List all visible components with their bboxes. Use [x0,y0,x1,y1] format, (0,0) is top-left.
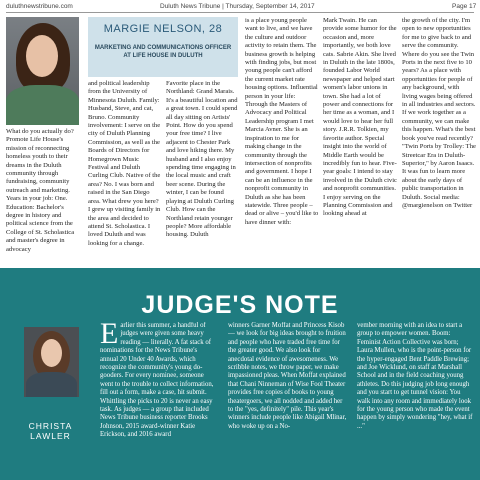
judges-note-text-1: arlier this summer, a handful of judges were given some heavy reading — literally. A fat stack of nominations for the News Tribune's annual 20 Under 40 Awards, which recognize the community's young do-gooders. For every nominee, someone went to the trouble to collect information, fill out a form, make a case, hit submit. Whittling the picks to 20 is never an easy task. As judges — a group that included News Tribune business reporter Brooks Johnson, 2015 award-winner Katie Erickson, and 2016 award [100,322,214,439]
profile-name-box [88,17,238,77]
profile-text-5: Mark Twain. He can provide some humor for the occasion and, more importantly, we both love cats. Sabrie Akin. She lived in Duluth in the late 1800s, founded Labor World newspaper and helped start women's labor unions in town. She had a lot of power and connections for her time as a woman, and I would love to hear her full story. J.R.R. Tolkien, my favorite author. Special insight into the world of Middle Earth would be incredibly fun to hear. Five-year goals: I intend to stay involved in the Duluth civic and nonprofit communities. I enjoy serving on the Planning Commission and looking ahead at [323,17,397,218]
site-url: duluthnewstribune.com [6,3,73,10]
profile-text-4: is a place young people want to live, and we have the culture and outdoor activity to retain them. The business growth is helping with finding jobs, but most young people can't afford the current market rate housing options. Influential person in your life: Through the Masters of Advocacy and Political Leadership program I met Marcia Avner. She is an inspiration to me for making change in the community through the intersection of nonprofits and government. I hope I can be an influence in the nonprofit community in Duluth as she has been statewide. Three people – dead or alive – you'd like to have dinner with: [245,17,319,226]
judges-note-text-3: vember morning with an idea to start a group to empower women. Boom: Feminist Action Collective was born; Laura Mullen, who is the point-person for the hyper-engaged Bent Paddle Brewing; and Joe Wicklund, on staff at Marshall School and in the field coaching young athletes. Do this judging job long enough and you start to get tunnel vision: You walk into any room and immediately look for the young person who made the event happen by simply wondering "hey, what if ..." [357,322,473,430]
profile-position: MARKETING AND COMMUNICATIONS OFFICER AT LIFE HOUSE IN DULUTH [94,45,232,59]
profile-column-1 [6,128,79,266]
profile-column-3 [166,80,239,266]
author-photo [24,327,79,397]
profile-column-2 [88,80,161,266]
profile-text-6: the growth of the city. I'm open to new opportunities for me to give back to and serve the community. Where do you see the Twin Ports in the next five to 10 years? As a place with opportunities for people of any background, with living wages being offered in all industries and sectors. If we work together as a community, we can make this happen. What's the best book you've read recently? "Twin Ports by Trolley: The Streetcar Era in Duluth-Superior," by Aaron Isaacs. It was fun to learn more about the early days of public transportation in Duluth. Social media: @margienelson on Twitter [402,17,476,209]
judges-note-column-3 [357,322,475,474]
masthead: Duluth News Tribune | Thursday, September 14, 2017 [160,3,315,10]
profile-column-6 [402,17,476,266]
judges-note-column-1 [100,322,216,474]
header-rule [6,12,474,13]
profile-text-2: and political leadership from the University of Minnesota Duluth. Family: Husband, Steve, and cat, Bruno. Community involvement: I serve on the city of Duluth Planning Commission, as well as the Boards of Directors for Homegrown Music Festival and Duluth Curling Club. Native of the area? No. I was born and raised in the San Diego area. What drew you here? I grew up visiting family in the area and decided to attend St. Scholastica. I loved Duluth and was looking for a change. [88,80,161,247]
profile-text-1: What do you actually do? Promote Life House's mission of reconnecting homeless youth to their dreams in the Duluth community through fundraising, community outreach and marketing. Years in your job: One. Education: Bachelor's degree in history and political science from the College of St. Scholastica and master's degree in advocacy [6,128,75,253]
profile-photo [6,17,79,125]
page-header [0,0,480,12]
profile-column-4 [245,17,319,266]
judges-note-column-2 [228,322,348,474]
profile-text-3: Favorite place in the Northland: Grand Marais. It's a beautiful location and a great town. I could spend all day sitting on Artists' Point. How do you spend your free time? I live adjacent to Chester Park and love hiking there. My husband and I also enjoy spending time engaging in the local music and craft beer scene. During the winter, I can be found playing at Duluth Curling Club. How can the Northland retain younger people? More affordable housing. Duluth [166,80,238,239]
profile-name: MARGIE NELSON, 28 [103,23,223,35]
author-name: CHRISTA LAWLER [28,421,73,441]
judges-note-title: JUDGE'S NOTE [141,291,339,319]
profile-column-5 [323,17,397,266]
page-number: Page 17 [452,3,477,10]
drop-cap: E [100,322,119,350]
judges-note-text-2: winners Garner Moffat and Princess Kisob — we look for big ideas brought to fruition and people who have traded free time for the greater good. We also look for anecdotal evidence of awesomeness. We scribble notes, we throw paper, we make impassioned pleas. When Moffat explained that Chani Ninneman of Wise Fool Theater provides free copies of books to young theatergoers, we all nodded and added her to the "yes, definitely" pile. This year's winners include people like Abigail Mlinar, who woke up on a No- [228,322,347,430]
